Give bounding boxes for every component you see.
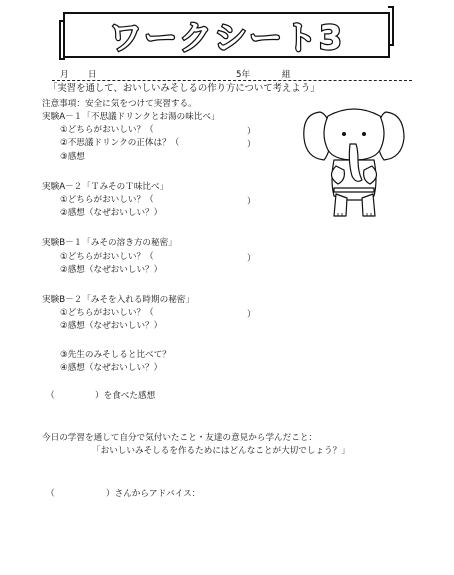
question-item: ①どちらがおいしい？（ bbox=[60, 308, 154, 318]
question-item: ③感想 bbox=[60, 152, 85, 162]
safety-note: 注意事項：安全に気をつけて実習する。 bbox=[42, 99, 197, 109]
question-item: ②感想（なぜおいしい？） bbox=[60, 208, 163, 218]
question-item: ①どちらがおいしい？（ bbox=[60, 195, 154, 205]
grade-label: 5年 bbox=[236, 70, 251, 80]
title-banner bbox=[63, 12, 390, 58]
section-heading: 実験A－２「ＴみそのＴ味比べ」 bbox=[42, 182, 169, 192]
section-heading: 実験B－２「みそを入れる時期の秘密」 bbox=[42, 295, 194, 305]
day-label: 日 bbox=[88, 70, 97, 80]
close-paren: ） bbox=[247, 310, 256, 320]
elephant-illustration bbox=[300, 100, 410, 220]
reflection-intro: 今日の学習を通して自分で気付いたこと・友達の意見から学んだこと： bbox=[42, 433, 318, 443]
question-item: ④感想（なぜおいしい？） bbox=[60, 363, 163, 373]
close-paren: ） bbox=[247, 127, 256, 137]
question-item: ②感想（なぜおいしい？） bbox=[60, 321, 163, 331]
section-heading: 実験A－１「不思議ドリンクとお湯の味比べ」 bbox=[42, 112, 220, 122]
question-item: ①どちらがおいしい？（ bbox=[60, 252, 154, 262]
question-item: ①どちらがおいしい？（ bbox=[60, 125, 154, 135]
dotted-divider bbox=[52, 80, 412, 81]
advice-label: ）さんからアドバイス： bbox=[106, 489, 201, 499]
ate-open-paren: （ bbox=[46, 391, 55, 401]
class-label: 組 bbox=[282, 70, 291, 80]
ate-label: ）を食べた感想 bbox=[95, 391, 156, 401]
close-paren: ） bbox=[247, 254, 256, 264]
month-label: 月 bbox=[60, 70, 69, 80]
question-item: ③先生のみそしると比べて？ bbox=[60, 350, 171, 360]
theme-heading: 「実習を通して、おいしいみそしるの作り方について考えよう」 bbox=[48, 83, 320, 94]
advice-open-paren: （ bbox=[46, 489, 55, 499]
close-paren: ） bbox=[247, 197, 256, 207]
worksheet-title: ワークシート3 bbox=[109, 17, 344, 57]
reflection-question: 「おいしいみそしるを作るためにはどんなことが大切でしょう？」 bbox=[92, 446, 350, 456]
question-item: ②不思議ドリンクの正体は？（ bbox=[60, 138, 180, 148]
question-item: ②感想（なぜおいしい？） bbox=[60, 265, 163, 275]
close-paren: ） bbox=[247, 140, 256, 150]
section-heading: 実験B－１「みその溶き方の秘密」 bbox=[42, 238, 177, 248]
